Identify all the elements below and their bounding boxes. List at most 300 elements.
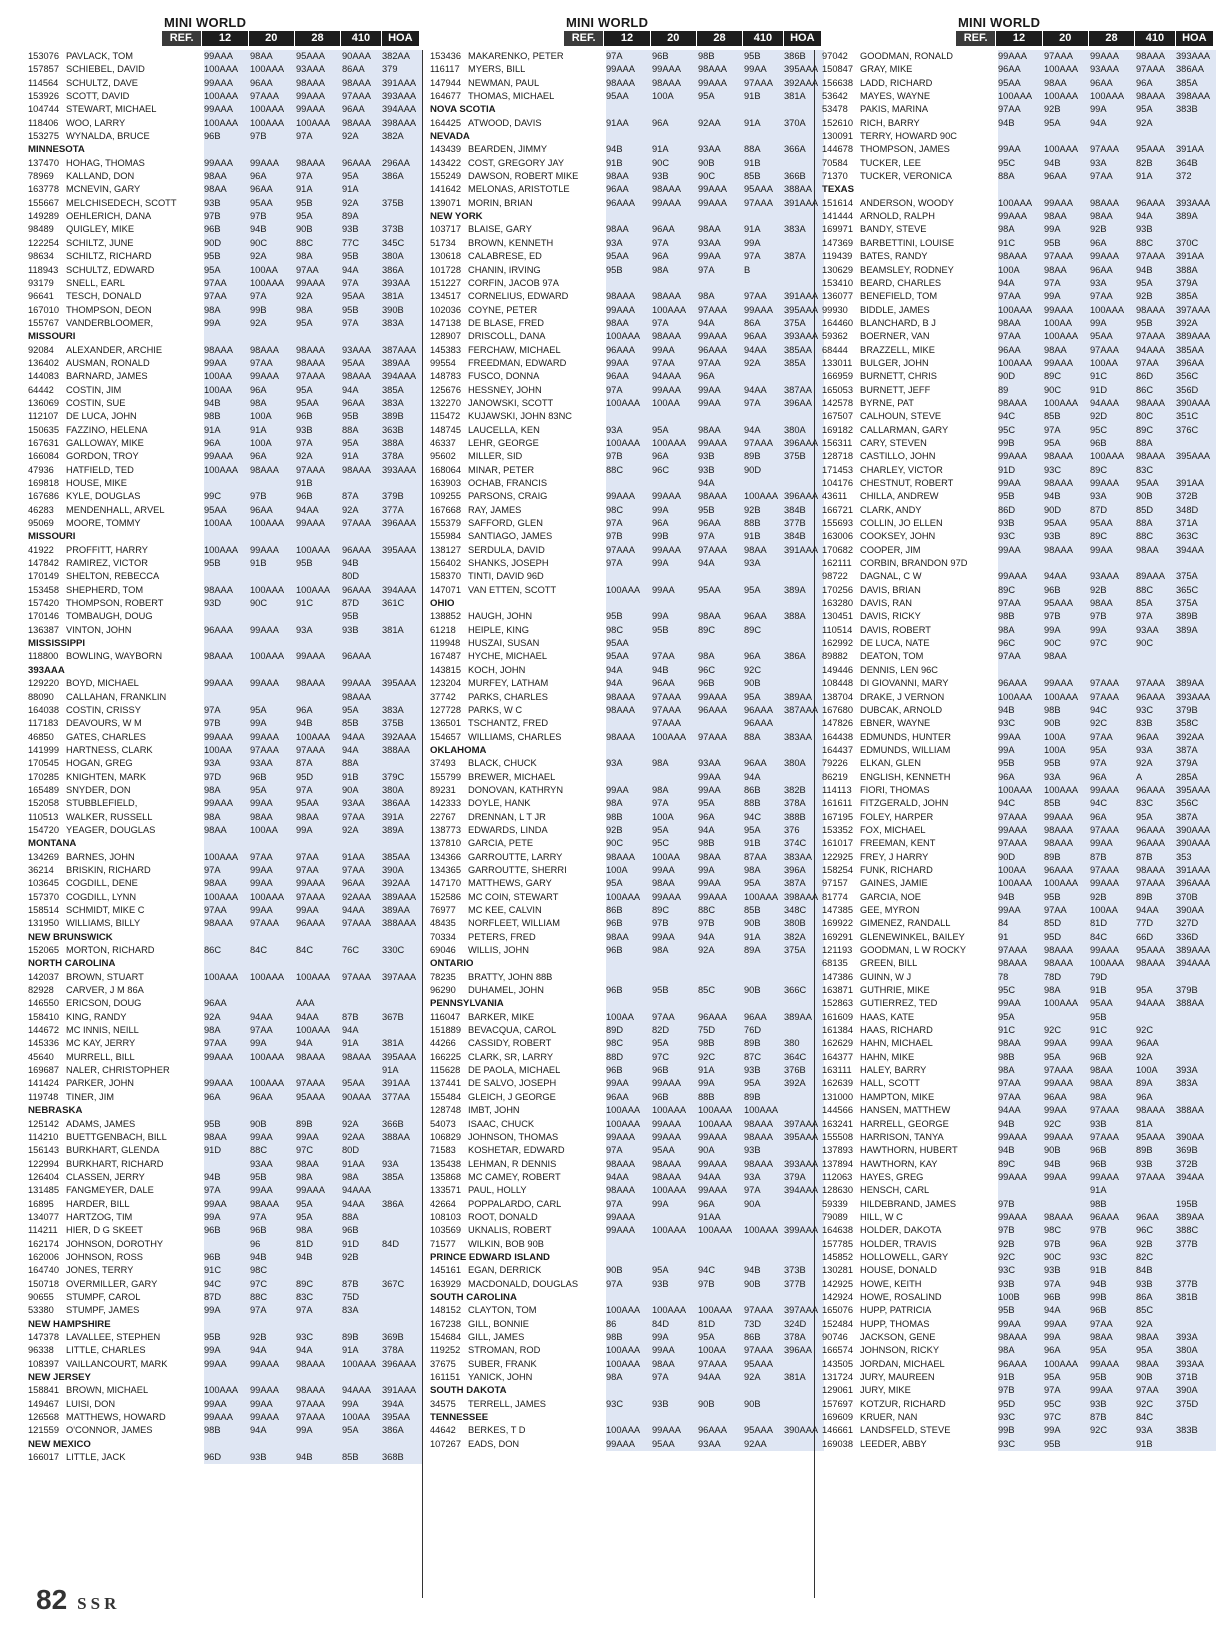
- score-28-gauge: 90B: [698, 157, 715, 168]
- score-hoa: 389AA: [1176, 1211, 1204, 1222]
- table-row: [430, 1064, 822, 1077]
- table-row: [430, 1144, 822, 1157]
- ref-number: 170682: [822, 544, 854, 555]
- score-20-gauge: 91B: [250, 558, 267, 569]
- score-410-gauge: 93A: [1136, 1425, 1153, 1436]
- score-hoa: 394AAA: [1176, 958, 1211, 969]
- score-hoa: [784, 1198, 822, 1211]
- ref-number: 69046: [430, 945, 456, 956]
- score-20-gauge: 92A: [250, 251, 267, 262]
- score-410-gauge: 94A: [342, 1025, 359, 1036]
- score-410-gauge: 94B: [1136, 264, 1153, 275]
- shooter-name: COSTIN, JIM: [66, 384, 122, 395]
- score-12-gauge: 95B: [204, 1118, 221, 1129]
- score-410-gauge: 77C: [342, 237, 360, 248]
- score-12-gauge: 100AAA: [606, 437, 641, 448]
- score-12-gauge: 99AA: [606, 357, 629, 368]
- score-hoa: 388C: [1176, 1225, 1199, 1236]
- score-410-gauge: 97AA: [1136, 1385, 1159, 1396]
- table-row: [430, 837, 822, 850]
- score-28-gauge: 97AAA: [1090, 824, 1119, 835]
- score-20-gauge: 100AAA: [250, 891, 285, 902]
- table-row: [822, 997, 1214, 1010]
- shooter-name: BENEFIELD, TOM: [860, 291, 938, 302]
- score-12-gauge: 96A: [998, 771, 1015, 782]
- shooter-name: BOWLING, WAYBORN: [66, 651, 163, 662]
- table-row: [28, 877, 420, 890]
- score-hoa: 324D: [784, 1318, 807, 1329]
- score-12-gauge: 99A: [998, 744, 1015, 755]
- shooter-name: HAWTHORN, KAY: [860, 1158, 938, 1169]
- score-28-gauge: 99AA: [698, 384, 721, 395]
- score-20-gauge: 99AAA: [1044, 1131, 1073, 1142]
- score-12-gauge: 96B: [606, 1065, 623, 1076]
- score-hoa: [382, 570, 420, 583]
- score-20-gauge: [250, 570, 296, 583]
- score-20-gauge: 92A: [250, 317, 267, 328]
- score-410-gauge: 95B: [744, 51, 761, 61]
- score-20-gauge: 84D: [652, 1318, 670, 1329]
- ref-number: 16895: [28, 1198, 54, 1209]
- shooter-name: HOLDER, DAKOTA: [860, 1225, 942, 1236]
- score-20-gauge: 96AA: [1044, 1091, 1067, 1102]
- score-28-gauge: 93C: [296, 1332, 314, 1342]
- score-20-gauge: 99AA: [1044, 1105, 1067, 1116]
- state-name: PENNSYLVANIA: [430, 998, 504, 1010]
- score-12-gauge: 98A: [998, 224, 1015, 235]
- shooter-name: ADAMS, JAMES: [66, 1118, 136, 1129]
- state-name: ONTARIO: [430, 958, 474, 970]
- score-12-gauge: 98AA: [204, 171, 227, 182]
- ref-number: 155379: [430, 518, 462, 529]
- ref-number: 92084: [28, 344, 54, 355]
- ref-number: 145161: [430, 1265, 462, 1276]
- score-12-gauge: [204, 691, 250, 704]
- score-hoa: 395AAA: [784, 304, 819, 315]
- score-20-gauge: 90C: [250, 598, 268, 609]
- score-12-gauge: 98A: [204, 1025, 221, 1036]
- ref-number: 104744: [28, 104, 60, 115]
- score-20-gauge: 98A: [1044, 985, 1061, 996]
- shooter-name: CHANIN, IRVING: [468, 264, 541, 275]
- score-hoa: [1176, 1304, 1214, 1317]
- table-row: [28, 971, 420, 984]
- score-20-gauge: 99B: [250, 304, 267, 315]
- score-20-gauge: 98AAA: [250, 344, 279, 355]
- ref-number: 157420: [28, 598, 60, 609]
- score-410-gauge: 95B: [342, 411, 359, 422]
- score-12-gauge: 97A: [606, 1145, 623, 1156]
- score-410-gauge: 94AAA: [1136, 998, 1165, 1009]
- score-28-gauge: 97AA: [1090, 731, 1113, 742]
- score-hoa: 369B: [1176, 1145, 1198, 1156]
- score-hoa: 385A: [1176, 291, 1198, 302]
- shooter-name: SCHILTZ, JUNE: [66, 237, 134, 248]
- ref-number: 44266: [430, 1038, 456, 1049]
- score-hoa: 388AAA: [382, 918, 417, 929]
- table-row: [28, 223, 420, 236]
- score-20-gauge: 93B: [652, 1278, 669, 1289]
- score-12-gauge: 100AAA: [606, 891, 641, 902]
- score-410-gauge: 98AAA: [1136, 1105, 1165, 1116]
- score-20-gauge: [652, 410, 698, 423]
- table-row: [430, 1077, 822, 1090]
- score-12-gauge: 100AAA: [998, 304, 1033, 315]
- shooter-name: GLENEWINKEL, BAILEY: [860, 931, 965, 942]
- score-410-gauge: 90B: [744, 918, 761, 929]
- score-410-gauge: 94A: [744, 771, 761, 782]
- score-12-gauge: 95C: [998, 424, 1016, 435]
- score-20-gauge: 95A: [250, 704, 267, 715]
- shooter-name: WYNALDA, BRUCE: [66, 131, 150, 142]
- score-20-gauge: [652, 570, 698, 583]
- score-hoa: 393AAA: [382, 464, 417, 475]
- table-row: [430, 1424, 822, 1437]
- score-hoa: 396AA: [1176, 357, 1204, 368]
- table-row: [822, 557, 1214, 570]
- score-28-gauge: 99AAA: [1090, 251, 1119, 262]
- score-28-gauge: 98AAA: [296, 1051, 325, 1062]
- score-410-gauge: 95A: [1136, 1345, 1153, 1356]
- ref-number: 167507: [822, 411, 854, 422]
- table-row: [430, 824, 822, 837]
- table-row: [822, 757, 1214, 770]
- score-20-gauge: 97AAA: [250, 91, 279, 102]
- shooter-name: DONOVAN, KATHRYN: [468, 784, 564, 795]
- score-12-gauge: 98AAA: [606, 691, 635, 702]
- shooter-name: CARY, STEVEN: [860, 437, 927, 448]
- score-28-gauge: 99AAA: [296, 277, 325, 288]
- score-12-gauge: 98AAA: [998, 1332, 1027, 1342]
- score-410-gauge: 97AAA: [744, 77, 773, 88]
- score-410-gauge: 88A: [1136, 437, 1153, 448]
- shooter-name: KING, RANDY: [66, 1011, 127, 1022]
- score-410-gauge: 73D: [744, 1318, 762, 1329]
- ref-number: 165053: [822, 384, 854, 395]
- score-hoa: [382, 997, 420, 1010]
- ref-number: 42664: [430, 1198, 456, 1209]
- score-28-gauge: 100AAA: [296, 584, 331, 595]
- table-row: [822, 904, 1214, 917]
- score-hoa: 390AA: [1176, 905, 1204, 915]
- table-row: [822, 1398, 1214, 1411]
- score-28-gauge: 94B: [296, 1251, 313, 1262]
- score-410-gauge: 87C: [744, 1051, 762, 1062]
- score-410-gauge: 93AA: [342, 798, 365, 809]
- score-410-gauge: 88C: [1136, 237, 1154, 248]
- score-12-gauge: [998, 130, 1044, 143]
- shooter-name: COST, GREGORY JAY: [468, 157, 565, 168]
- score-20-gauge: 100A: [652, 91, 674, 102]
- score-28-gauge: 90B: [698, 1398, 715, 1409]
- score-410-gauge: 97AA: [342, 811, 365, 822]
- ref-number: 70334: [430, 931, 456, 942]
- score-410-gauge: A: [1136, 771, 1143, 782]
- state-name: NORTH CAROLINA: [28, 958, 116, 970]
- score-28-gauge: [1090, 1438, 1136, 1451]
- table-row: [430, 424, 822, 437]
- ref-number: 103717: [430, 224, 462, 235]
- score-hoa: [784, 1144, 822, 1157]
- score-28-gauge: 97AA: [1090, 171, 1113, 182]
- score-28-gauge: 95AA: [1090, 331, 1113, 342]
- table-row: [28, 1037, 420, 1050]
- score-28-gauge: 99AAA: [698, 691, 727, 702]
- shooter-name: COLLIN, JO ELLEN: [860, 518, 943, 529]
- score-28-gauge: 100AAA: [1090, 304, 1125, 315]
- score-410-gauge: 92AA: [342, 1131, 365, 1142]
- ref-number: 163871: [822, 985, 854, 996]
- shooter-name: HOLLOWELL, GARY: [860, 1251, 949, 1262]
- score-12-gauge: 98AA: [998, 317, 1021, 328]
- score-12-gauge: 99AAA: [606, 1131, 635, 1142]
- state-name: OKLAHOMA: [430, 744, 487, 756]
- score-410-gauge: 99AAA: [744, 304, 773, 315]
- score-28-gauge: 99AAA: [1090, 784, 1119, 795]
- ref-number: 126568: [28, 1412, 60, 1423]
- score-12-gauge: 98A: [606, 1372, 623, 1383]
- score-12-gauge: 98AAA: [606, 1158, 635, 1169]
- score-12-gauge: 98AA: [606, 931, 629, 942]
- score-hoa: 395AAA: [382, 678, 417, 689]
- score-12-gauge: 100AAA: [606, 1305, 641, 1316]
- score-20-gauge: 95A: [1044, 117, 1061, 128]
- score-410-gauge: 95A: [744, 691, 761, 702]
- score-hoa: 377AA: [382, 1091, 410, 1102]
- score-12-gauge: 97AA: [998, 1078, 1021, 1089]
- score-410-gauge: 97AA: [744, 291, 767, 302]
- score-20-gauge: 100AAA: [1044, 784, 1079, 795]
- score-20-gauge: 90B: [1044, 718, 1061, 729]
- shooter-name: SHANKS, JOSEPH: [468, 558, 549, 569]
- shooter-name: WILKIN, BOB 90B: [468, 1238, 544, 1249]
- score-28-gauge: 87B: [1090, 851, 1107, 862]
- score-20-gauge: 93B: [1044, 531, 1061, 542]
- ref-number: 123204: [430, 678, 462, 689]
- ref-number: 143422: [430, 157, 462, 168]
- score-hoa: 395AAA: [382, 1051, 417, 1062]
- table-row: [822, 437, 1214, 450]
- shooter-name: KOCH, JOHN: [468, 664, 526, 675]
- score-410-gauge: 92AAA: [342, 891, 371, 902]
- table-row: [28, 437, 420, 450]
- score-12-gauge: 99B: [998, 437, 1015, 448]
- score-hoa: [382, 183, 420, 196]
- score-12-gauge: 97AA: [998, 291, 1021, 302]
- shooter-name: CALLARMAN, GARY: [860, 424, 949, 435]
- table-row: [28, 397, 420, 410]
- score-410-gauge: 98A: [342, 1171, 359, 1182]
- ref-number: 131000: [822, 1091, 854, 1102]
- score-hoa: [1176, 1024, 1214, 1037]
- score-410-gauge: 90B: [1136, 1372, 1153, 1383]
- score-12-gauge: 98A: [998, 624, 1015, 635]
- score-12-gauge: [204, 610, 250, 623]
- shooter-name: PARKER, JOHN: [66, 1078, 135, 1089]
- ref-number: 59339: [822, 1198, 848, 1209]
- table-row: [28, 1304, 420, 1317]
- table-row: [28, 290, 420, 303]
- score-28-gauge: 91B: [1090, 985, 1107, 996]
- score-410-gauge: 95AA: [1136, 478, 1159, 488]
- shooter-name: ANDERSON, WOODY: [860, 197, 955, 208]
- table-row: [28, 757, 420, 770]
- score-410-gauge: 92C: [744, 664, 762, 675]
- table-row: [430, 544, 822, 557]
- score-410-gauge: 92A: [342, 131, 359, 142]
- score-20-gauge: 97AA: [652, 1011, 675, 1022]
- score-28-gauge: 100AAA: [1090, 91, 1125, 102]
- shooter-name: SCHILTZ, RICHARD: [66, 251, 152, 262]
- table-row: [822, 650, 1214, 663]
- score-20-gauge: 100AA: [250, 824, 278, 835]
- ref-number: 162174: [28, 1238, 60, 1249]
- shooter-name: VANDERBLOOMER,: [66, 317, 154, 328]
- ref-number: 163241: [822, 1118, 854, 1129]
- ref-number: 44642: [430, 1425, 456, 1436]
- score-20-gauge: 78D: [1044, 971, 1062, 982]
- table-row: [28, 1251, 420, 1264]
- score-28-gauge: 99AAA: [1090, 478, 1119, 488]
- score-hoa: 397AAA: [784, 1118, 819, 1129]
- shooter-name: TOMBAUGH, DOUG: [66, 611, 153, 622]
- shooter-name: IMBT, JOHN: [468, 1105, 520, 1116]
- gauge-12-header: 12: [202, 31, 248, 46]
- score-12-gauge: 96AAA: [606, 344, 635, 355]
- shooter-name: HANSEN, MATTHEW: [860, 1105, 951, 1116]
- ref-number: 45640: [28, 1051, 54, 1062]
- score-20-gauge: 99AAA: [652, 384, 681, 395]
- score-410-gauge: 95AA: [342, 1078, 365, 1089]
- score-hoa: [1176, 1184, 1214, 1197]
- shooter-name: COGDILL, LYNN: [66, 891, 137, 902]
- table-row: [822, 477, 1214, 490]
- score-12-gauge: 93B: [204, 197, 221, 208]
- score-20-gauge: 97B: [250, 211, 267, 222]
- score-410-gauge: 92A: [1136, 1318, 1153, 1329]
- score-28-gauge: 96B: [698, 678, 715, 689]
- score-28-gauge: 87B: [1090, 1412, 1107, 1423]
- score-hoa: 390AAA: [1176, 824, 1211, 835]
- score-20-gauge: 96B: [652, 1091, 669, 1102]
- table-row: [28, 450, 420, 463]
- score-12-gauge: 90D: [998, 851, 1016, 862]
- score-12-gauge: 98A: [204, 784, 221, 795]
- score-12-gauge: 94B: [998, 891, 1015, 902]
- score-28-gauge: 94A: [698, 931, 715, 942]
- score-hoa: [1176, 1118, 1214, 1131]
- table-row: [28, 1224, 420, 1237]
- ref-number: 78969: [28, 171, 54, 182]
- gauge-20-header: 20: [249, 31, 295, 46]
- table-row: [822, 637, 1214, 650]
- ref-number: 154720: [28, 824, 60, 835]
- score-20-gauge: 90C: [250, 237, 268, 248]
- ref-number: 98489: [28, 224, 54, 235]
- ref-number: 112107: [28, 411, 59, 422]
- score-28-gauge: 94A: [698, 478, 715, 488]
- score-hoa: 371A: [1176, 518, 1198, 529]
- score-410-gauge: 94A: [744, 424, 761, 435]
- table-row: [28, 1091, 420, 1104]
- score-hoa: 381A: [382, 1038, 404, 1049]
- table-row: [822, 490, 1214, 503]
- score-12-gauge: 99AA: [998, 1318, 1021, 1329]
- shooter-name: BATES, RANDY: [860, 251, 928, 262]
- score-12-gauge: 96AA: [998, 64, 1021, 75]
- score-410-gauge: 96AAA: [1136, 691, 1165, 702]
- ref-number: 78235: [430, 971, 456, 982]
- shooter-name: HARTNESS, CLARK: [66, 744, 153, 755]
- score-20-gauge: [1044, 1198, 1090, 1211]
- score-20-gauge: 100AAA: [652, 1305, 687, 1316]
- ref-number: 148783: [430, 371, 462, 382]
- score-12-gauge: 93D: [204, 598, 222, 609]
- score-410-gauge: 93C: [1136, 704, 1154, 715]
- ref-number: 166959: [822, 371, 854, 382]
- shooter-name: ERICSON, DOUG: [66, 998, 142, 1009]
- state-heading: [28, 330, 420, 343]
- ref-number: 95602: [430, 451, 456, 462]
- table-row: [822, 1384, 1214, 1397]
- score-hoa: 381B: [1176, 1291, 1198, 1302]
- ref-number: 164377: [822, 1051, 854, 1062]
- shooter-name: HILDEBRAND, JAMES: [860, 1198, 957, 1209]
- score-20-gauge: 95D: [1044, 931, 1062, 942]
- table-row: [28, 1011, 420, 1024]
- score-28-gauge: 97A: [296, 437, 313, 448]
- ref-number: 138127: [430, 544, 462, 555]
- score-hoa: 382B: [784, 784, 806, 795]
- shooter-name: GARCIA, PETE: [468, 838, 534, 849]
- table-row: [28, 1424, 420, 1437]
- score-410-gauge: 89B: [1136, 891, 1153, 902]
- shooter-name: FREEMAN, KENT: [860, 838, 936, 849]
- score-12-gauge: 98A: [606, 798, 623, 809]
- score-20-gauge: 100AAA: [250, 117, 285, 128]
- shooter-name: KYLE, DOUGLAS: [66, 491, 141, 502]
- score-410-gauge: 95A: [744, 878, 761, 889]
- ref-number: 37742: [430, 691, 456, 702]
- score-20-gauge: 93AA: [250, 1158, 273, 1169]
- score-28-gauge: 96B: [1090, 1145, 1107, 1156]
- score-12-gauge: 94A: [606, 678, 623, 689]
- score-28-gauge: 96AAA: [698, 1425, 727, 1436]
- table-row: [28, 304, 420, 317]
- shooter-name: MORIN, BRIAN: [468, 197, 533, 208]
- score-20-gauge: 95A: [1044, 437, 1061, 448]
- table-row: [430, 570, 822, 583]
- score-410-gauge: 87B: [342, 1278, 359, 1289]
- score-20-gauge: 96AA: [1044, 171, 1067, 182]
- score-410-gauge: 87A: [342, 491, 359, 502]
- score-28-gauge: 96AAA: [698, 704, 727, 715]
- table-row: [822, 1144, 1214, 1157]
- shooter-name: HAAS, RICHARD: [860, 1025, 933, 1036]
- magazine-name: SSR: [77, 1594, 121, 1613]
- score-20-gauge: 97AAA: [652, 704, 681, 715]
- score-hoa: 389AA: [784, 691, 812, 702]
- score-410-gauge: 76C: [342, 945, 360, 956]
- score-12-gauge: 88C: [606, 464, 624, 475]
- score-20-gauge: 95AA: [652, 1145, 675, 1156]
- score-20-gauge: 100AAA: [1044, 397, 1079, 408]
- ref-number: 143505: [822, 1358, 854, 1369]
- score-28-gauge: 99AAA: [698, 331, 727, 342]
- score-12-gauge: 99A: [204, 1345, 221, 1356]
- ref-number: 168064: [430, 464, 462, 475]
- table-row: [822, 917, 1214, 930]
